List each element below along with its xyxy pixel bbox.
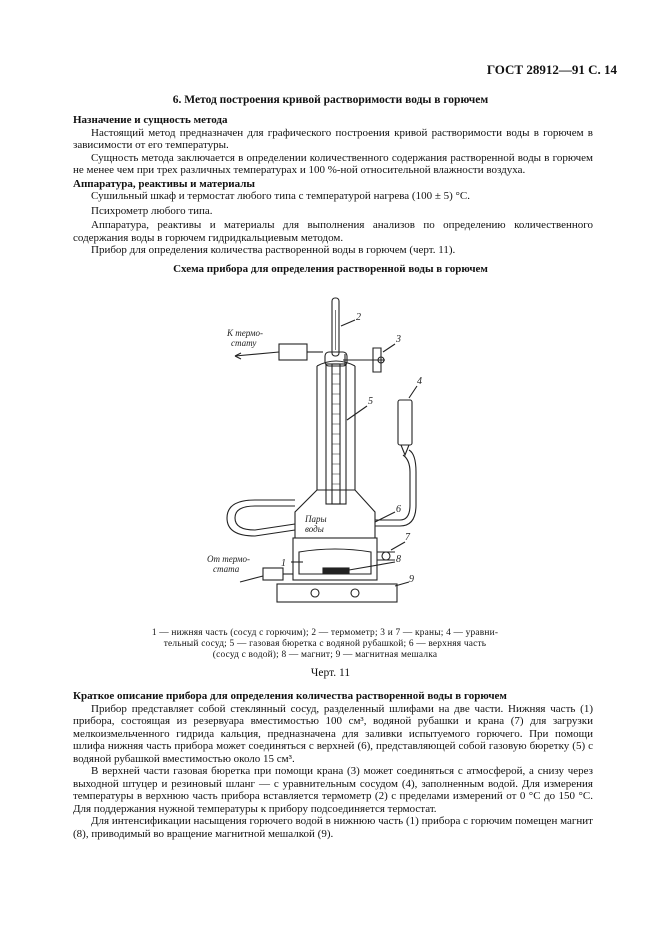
label-number-5: 5 <box>368 396 373 407</box>
page-header: ГОСТ 28912—91 С. 14 <box>486 62 617 77</box>
description-paragraph-3: Для интенсификации насыщения горючего водой в нижнюю часть (1) прибора с горючим помещен магнит (8), приводимый во вращение магнитной мешалкой (9). <box>73 815 593 840</box>
apparatus-paragraph-2: Психрометр любого типа. <box>91 204 213 217</box>
apparatus-heading: Аппаратура, реактивы и материалы <box>73 177 256 190</box>
label-number-4: 4 <box>417 376 422 387</box>
tap-7-shape <box>377 552 395 560</box>
purpose-paragraph-1: Настоящий метод предназначен для графического построения кривой растворимости воды в горючем в зависимости от его температуры. <box>73 126 593 151</box>
figure-title: Схема прибора для определения растворенной воды в горючем <box>173 263 488 275</box>
svg-text:стата: стата <box>213 564 240 574</box>
apparatus-paragraph-1: Сушильный шкаф и термостат любого типа с температурой нагрева (100 ± 5) °С. <box>91 190 471 202</box>
description-paragraph-2: В верхней части газовая бюретка при помощи крана (3) может соединяться с атмосферой, а снизу через выходной штуцер и резиновый шланг — с уравнительным сосудом (4), заполненным водой. Для измерения температуры в верхнюю часть прибора вставляется термометр (2) с пределами измерений от 0 °С до 150 °С. Для поддержания нужной температуры к прибору подсоединяется термостат. <box>73 765 593 815</box>
label-number-7: 7 <box>405 532 410 543</box>
label-number-6: 6 <box>396 504 401 515</box>
description-paragraph-1: Прибор представляет собой стеклянный сосуд, разделенный шлифами на две части. Нижняя часть (1) прибора, состоящая из резервуара вместимостью 100 см³, водяной рубашки и крана (7) для загрузки мелкоизмельченного гидрида кальция, предназначена для заливки испытуемого горючего. При помощи шлифа нижняя часть прибора может соединяться с верхней (6), представляющей собой газовую бюретку (5) с водяной рубашкой вместимостью около 15 см³. <box>73 702 593 765</box>
label-number-9: 9 <box>409 574 414 585</box>
apparatus-paragraph-4: Прибор для определения количества растворенной воды в горючем (черт. 11). <box>91 244 456 256</box>
arrow-to-thermostat <box>235 352 279 356</box>
magnet-8 <box>323 568 349 573</box>
label-to-thermostat-text: К термо- <box>227 328 264 338</box>
thermostat-outlet-box <box>279 344 307 360</box>
outer-jacket-lines <box>317 366 355 490</box>
label-number-2: 2 <box>356 312 361 323</box>
magnetic-stirrer-9 <box>277 584 397 602</box>
label-number-1: 1 <box>281 558 286 569</box>
description-text-block <box>73 689 593 840</box>
left-u-tube <box>227 500 295 536</box>
figure-caption <box>130 628 520 661</box>
svg-text:воды: воды <box>305 524 324 534</box>
purpose-paragraph-2: Сущность метода заключается в определении количественного содержания растворенной воды в горючем не менее чем при трех различных температурах и 100 %-ной относительной влажности воздуха. <box>73 151 593 176</box>
tap-3-shape <box>343 348 385 372</box>
apparatus-diagram <box>195 290 440 615</box>
section-title: 6. Метод построения кривой растворимости воды в горючем <box>172 94 489 106</box>
leveling-vessel-4 <box>398 400 412 445</box>
caption-line-1: 1 — нижняя часть (сосуд с горючим); 2 — термометр; 3 и 7 — краны; 4 — уравни- <box>151 628 499 638</box>
thermostat-inlet-box <box>263 568 283 580</box>
hose-to-leveling-vessel <box>375 455 410 520</box>
apparatus-paragraph-3: Аппаратура, реактивы и материалы для выполнения анализов по определению количественного содержания воды в горючем гидридкальциевым методом. <box>73 219 593 244</box>
intro-text-block <box>73 113 593 257</box>
label-vapors-text: Пары <box>305 514 327 524</box>
description-heading: Краткое описание прибора для определения количества растворенной воды в горючем <box>73 690 507 702</box>
svg-text:стату: стату <box>231 338 257 348</box>
label-number-3: 3 <box>396 334 401 345</box>
caption-line-2: тельный сосуд; 5 — газовая бюретка с водяной рубашкой; 6 — верхняя часть <box>163 639 487 649</box>
arrow-from-thermostat <box>240 576 263 582</box>
label-number-8: 8 <box>396 554 401 565</box>
purpose-heading: Назначение и сущность метода <box>73 114 228 126</box>
figure-number: Черт. 11 <box>310 667 351 679</box>
label-from-thermostat-text: От термо- <box>207 554 251 564</box>
caption-line-3: (сосуд с водой); 8 — магнит; 9 — магнитная мешалка <box>212 650 438 660</box>
